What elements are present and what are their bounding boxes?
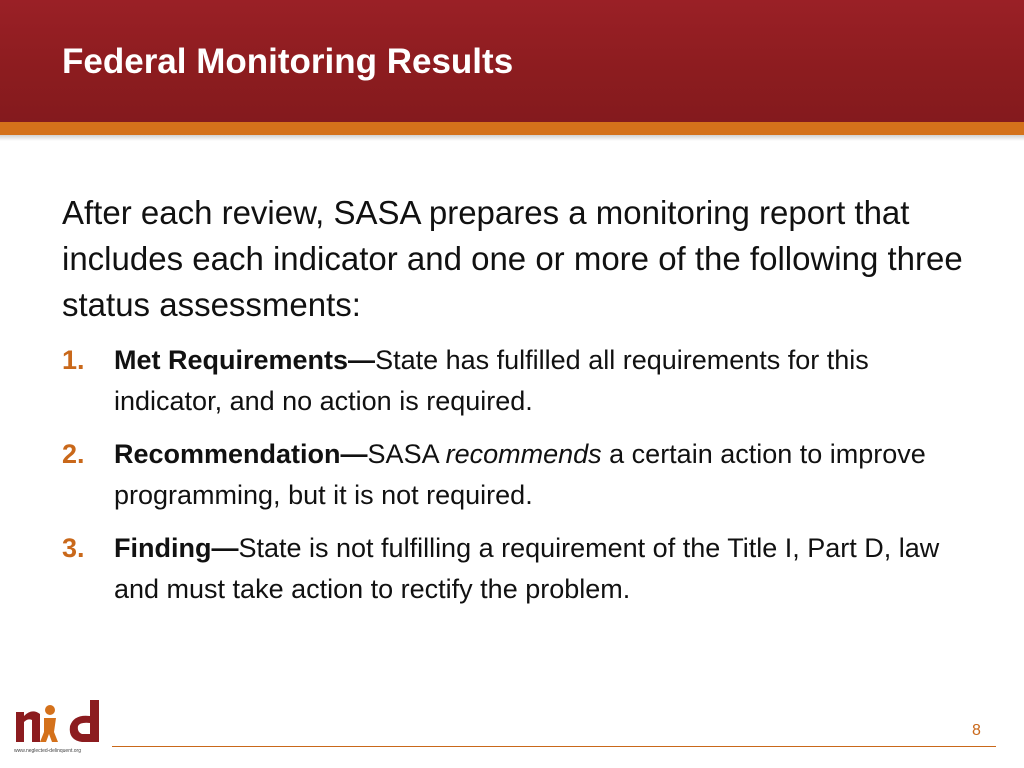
slide-body	[62, 190, 972, 622]
nd-logo-graphic	[14, 698, 106, 748]
title-bar	[0, 0, 1024, 122]
list-text: State has fulfilled all requirements for this indicator, and no action is required.	[114, 345, 869, 416]
intro-paragraph: After each review, SASA prepares a monitoring report that includes each indicator and one or more of the following three status assessments:	[62, 194, 963, 323]
title-shadow	[0, 135, 1024, 141]
logo-url-text: www.neglected-delinquent.org	[14, 748, 81, 754]
list-term: Finding—	[114, 533, 239, 563]
title-accent-stripe	[0, 122, 1024, 135]
list-number: 2.	[62, 439, 85, 469]
list-item	[62, 434, 972, 516]
list-number: 1.	[62, 345, 85, 375]
nd-logo-icon	[14, 698, 106, 758]
list-text: State is not fulfilling a requirement of the Title I, Part D, law and must take action to rectify the problem.	[114, 533, 940, 604]
list-emphasis: recommends	[445, 439, 602, 469]
list-number: 3.	[62, 533, 85, 563]
page-number: 8	[972, 722, 981, 739]
list-item	[62, 528, 972, 610]
status-assessment-list	[62, 340, 972, 610]
footer-divider	[112, 746, 996, 747]
list-item	[62, 340, 972, 422]
slide-title: Federal Monitoring Results	[62, 42, 514, 81]
list-text-after: a certain action to improve programming, but it is not required.	[114, 439, 926, 510]
list-text-before: SASA	[367, 439, 446, 469]
list-term: Met Requirements—	[114, 345, 376, 375]
list-term: Recommendation—	[114, 439, 368, 469]
